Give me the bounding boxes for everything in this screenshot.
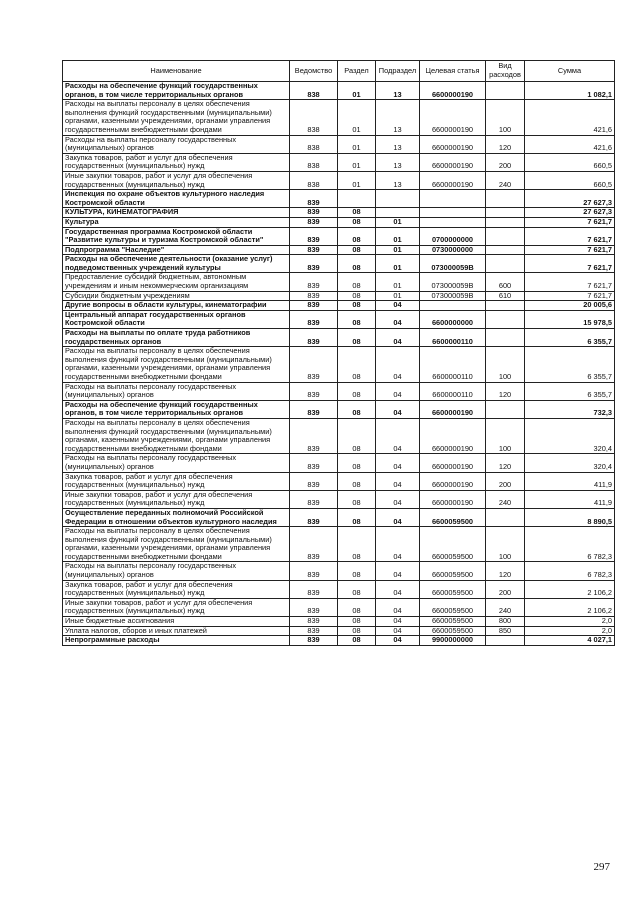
row-subsection: 01 [376,227,420,245]
row-sum: 7 621,7 [525,291,615,301]
row-target: 6600059500 [420,562,486,580]
table-row [63,135,615,153]
row-sum: 6 355,7 [525,347,615,382]
row-target: 0700000000 [420,227,486,245]
header-section: Раздел [338,61,376,82]
row-target [420,208,486,218]
row-target: 073000059В [420,291,486,301]
row-subsection: 04 [376,527,420,562]
row-target: 6600000190 [420,418,486,453]
row-subsection: 04 [376,598,420,616]
row-target: 6600000110 [420,382,486,400]
row-dept: 838 [290,153,338,171]
row-name: Осуществление переданных полномочий Российской Федерации в отношении объектов культурного наследия [63,508,290,526]
row-subsection: 04 [376,329,420,347]
row-dept: 839 [290,472,338,490]
table-row [63,227,615,245]
row-sum: 15 978,5 [525,310,615,328]
table-body [63,82,615,646]
row-name: Подпрограмма "Наследие" [63,245,290,255]
page-number: 297 [593,861,610,873]
row-type [486,190,525,208]
row-subsection: 13 [376,82,420,100]
row-name: Предоставление субсидий бюджетным, автономным учреждениям и иным некоммерческим организациям [63,273,290,291]
table-row [63,190,615,208]
row-type [486,82,525,100]
header-target: Целевая статья [420,61,486,82]
row-target: 6600000190 [420,171,486,189]
row-subsection: 04 [376,580,420,598]
table-row [63,347,615,382]
row-subsection: 01 [376,291,420,301]
row-type [486,329,525,347]
row-sum: 660,5 [525,171,615,189]
row-target: 0730000000 [420,245,486,255]
row-target: 6600000190 [420,82,486,100]
row-name: Иные закупки товаров, работ и услуг для обеспечения государственных (муниципальных) нужд [63,490,290,508]
row-section [338,190,376,208]
row-section: 08 [338,527,376,562]
row-target: 6600000190 [420,490,486,508]
row-type [486,310,525,328]
row-type: 600 [486,273,525,291]
row-type [486,217,525,227]
row-sum: 421,6 [525,135,615,153]
budget-table [62,60,615,646]
row-section: 08 [338,418,376,453]
row-sum: 6 355,7 [525,382,615,400]
table-row [63,598,615,616]
row-sum: 4 027,1 [525,636,615,646]
row-dept: 839 [290,245,338,255]
row-dept: 839 [290,382,338,400]
table-header-row [63,61,615,82]
row-section: 08 [338,636,376,646]
row-type [486,255,525,273]
row-subsection: 04 [376,382,420,400]
row-sum: 7 621,7 [525,255,615,273]
row-section: 01 [338,135,376,153]
row-sum: 411,9 [525,490,615,508]
row-dept: 838 [290,135,338,153]
row-subsection: 13 [376,100,420,135]
row-dept: 839 [290,190,338,208]
row-type: 120 [486,382,525,400]
row-dept: 839 [290,454,338,472]
row-name: Инспекция по охране объектов культурного наследия Костромской области [63,190,290,208]
row-type [486,508,525,526]
row-subsection: 04 [376,310,420,328]
row-name: Закупка товаров, работ и услуг для обеспечения государственных (муниципальных) нужд [63,472,290,490]
row-target: 6600000190 [420,400,486,418]
row-type: 120 [486,562,525,580]
row-target [420,301,486,311]
table-row [63,100,615,135]
row-section: 08 [338,347,376,382]
row-name: Иные закупки товаров, работ и услуг для обеспечения государственных (муниципальных) нужд [63,598,290,616]
row-name: Иные закупки товаров, работ и услуг для обеспечения государственных (муниципальных) нужд [63,171,290,189]
table-row [63,418,615,453]
header-subsection: Подраздел [376,61,420,82]
row-name: Расходы на выплаты персоналу государственных (муниципальных) органов [63,382,290,400]
row-sum: 27 627,3 [525,190,615,208]
row-name: Непрограммные расходы [63,636,290,646]
row-sum: 732,3 [525,400,615,418]
row-section: 08 [338,400,376,418]
row-dept: 839 [290,291,338,301]
row-type: 200 [486,472,525,490]
row-type: 100 [486,347,525,382]
row-name: Расходы на выплаты персоналу государственных (муниципальных) органов [63,454,290,472]
row-dept: 839 [290,217,338,227]
row-dept: 839 [290,580,338,598]
row-sum: 2 106,2 [525,580,615,598]
row-target: 6600059500 [420,598,486,616]
table-row [63,626,615,636]
row-type: 120 [486,135,525,153]
row-section: 08 [338,245,376,255]
row-subsection: 04 [376,454,420,472]
row-sum: 7 621,7 [525,273,615,291]
row-target: 6600059500 [420,580,486,598]
row-type: 240 [486,490,525,508]
row-name: Расходы на выплаты персоналу в целях обеспечения выполнения функций государственными (муниципальными) органами, казенными учреждениями, органами управления государственными внебюджетными фондами [63,100,290,135]
row-subsection: 13 [376,135,420,153]
row-type: 200 [486,153,525,171]
row-subsection: 13 [376,153,420,171]
row-type: 100 [486,418,525,453]
row-target [420,217,486,227]
row-name: Закупка товаров, работ и услуг для обеспечения государственных (муниципальных) нужд [63,153,290,171]
row-type [486,208,525,218]
row-subsection: 04 [376,490,420,508]
row-section: 08 [338,382,376,400]
row-target: 6600000110 [420,347,486,382]
row-section: 08 [338,454,376,472]
header-sum: Сумма [525,61,615,82]
row-target: 9900000000 [420,636,486,646]
row-subsection: 01 [376,217,420,227]
row-section: 08 [338,217,376,227]
row-type: 800 [486,617,525,627]
row-target: 6600000110 [420,329,486,347]
table-row [63,527,615,562]
row-name: Расходы на обеспечение деятельности (оказание услуг) подведомственных учреждений культуры [63,255,290,273]
row-type [486,245,525,255]
row-subsection: 01 [376,273,420,291]
row-section: 08 [338,301,376,311]
row-dept: 839 [290,562,338,580]
row-section: 08 [338,490,376,508]
table-row [63,245,615,255]
table-row [63,301,615,311]
table-row [63,580,615,598]
row-subsection: 04 [376,400,420,418]
row-name: Расходы на выплаты персоналу государственных (муниципальных) органов [63,135,290,153]
row-subsection: 04 [376,626,420,636]
row-target: 6600059500 [420,626,486,636]
row-sum: 20 005,6 [525,301,615,311]
table-row [63,617,615,627]
row-name: Другие вопросы в области культуры, кинематографии [63,301,290,311]
row-section: 08 [338,310,376,328]
row-target: 6600059500 [420,527,486,562]
row-subsection: 04 [376,301,420,311]
table-row [63,636,615,646]
row-target: 6600000190 [420,153,486,171]
row-sum: 7 621,7 [525,227,615,245]
row-subsection [376,208,420,218]
row-name: Расходы на выплаты персоналу в целях обеспечения выполнения функций государственными (муниципальными) органами, казенными учреждениями, органами управления государственными внебюджетными фондами [63,527,290,562]
row-dept: 839 [290,400,338,418]
row-dept: 839 [290,208,338,218]
row-target [420,190,486,208]
row-type: 240 [486,598,525,616]
table-row [63,400,615,418]
row-section: 08 [338,598,376,616]
row-dept: 839 [290,273,338,291]
row-name: Закупка товаров, работ и услуг для обеспечения государственных (муниципальных) нужд [63,580,290,598]
row-section: 08 [338,626,376,636]
row-dept: 839 [290,418,338,453]
row-dept: 839 [290,626,338,636]
row-subsection: 01 [376,255,420,273]
row-sum: 320,4 [525,454,615,472]
row-sum: 6 782,3 [525,562,615,580]
table-row [63,472,615,490]
row-section: 08 [338,255,376,273]
row-section: 08 [338,273,376,291]
row-target: 6600000190 [420,472,486,490]
row-section: 08 [338,329,376,347]
row-subsection: 04 [376,562,420,580]
row-type: 120 [486,454,525,472]
row-subsection: 04 [376,347,420,382]
row-dept: 839 [290,490,338,508]
row-subsection: 13 [376,171,420,189]
row-sum: 7 621,7 [525,245,615,255]
row-name: Уплата налогов, сборов и иных платежей [63,626,290,636]
row-target: 6600059500 [420,617,486,627]
table-row [63,255,615,273]
row-name: Расходы на обеспечение функций государственных органов, в том числе территориальных органов [63,400,290,418]
row-section: 08 [338,227,376,245]
table-row [63,310,615,328]
row-subsection: 04 [376,472,420,490]
row-dept: 839 [290,598,338,616]
row-name: Культура [63,217,290,227]
row-section: 01 [338,171,376,189]
row-type: 240 [486,171,525,189]
row-name: Расходы на выплаты персоналу в целях обеспечения выполнения функций государственными (муниципальными) органами, казенными учреждениями, органами управления государственными внебюджетными фондами [63,347,290,382]
row-type: 200 [486,580,525,598]
row-name: Расходы на выплаты по оплате труда работников государственных органов [63,329,290,347]
row-dept: 839 [290,255,338,273]
row-type [486,227,525,245]
row-target: 6600059500 [420,508,486,526]
row-name: Центральный аппарат государственных органов Костромской области [63,310,290,328]
row-name: Расходы на выплаты персоналу в целях обеспечения выполнения функций государственными (муниципальными) органами, казенными учреждениями, органами управления государственными внебюджетными фондами [63,418,290,453]
row-sum: 421,6 [525,100,615,135]
row-sum: 1 082,1 [525,82,615,100]
row-section: 08 [338,208,376,218]
row-name: Иные бюджетные ассигнования [63,617,290,627]
row-type [486,636,525,646]
row-name: Расходы на обеспечение функций государственных органов, в том числе территориальных органов [63,82,290,100]
table-row [63,273,615,291]
row-sum: 2 106,2 [525,598,615,616]
row-name: КУЛЬТУРА, КИНЕМАТОГРАФИЯ [63,208,290,218]
row-sum: 6 782,3 [525,527,615,562]
row-dept: 838 [290,171,338,189]
header-name: Наименование [63,61,290,82]
table-row [63,208,615,218]
row-section: 08 [338,562,376,580]
table-row [63,382,615,400]
row-target: 073000059В [420,255,486,273]
row-type [486,400,525,418]
row-sum: 7 621,7 [525,217,615,227]
row-target: 6600000190 [420,100,486,135]
row-dept: 839 [290,329,338,347]
row-subsection [376,190,420,208]
row-sum: 411,9 [525,472,615,490]
row-type: 610 [486,291,525,301]
row-dept: 839 [290,347,338,382]
table-row [63,153,615,171]
row-subsection: 04 [376,508,420,526]
row-dept: 839 [290,227,338,245]
row-section: 01 [338,82,376,100]
row-target: 073000059В [420,273,486,291]
row-dept: 838 [290,100,338,135]
row-section: 08 [338,291,376,301]
table-row [63,329,615,347]
row-sum: 27 627,3 [525,208,615,218]
row-name: Субсидии бюджетным учреждениям [63,291,290,301]
row-dept: 839 [290,301,338,311]
header-type: Вид расходов [486,61,525,82]
row-sum: 8 890,5 [525,508,615,526]
row-sum: 320,4 [525,418,615,453]
row-sum: 6 355,7 [525,329,615,347]
row-section: 08 [338,580,376,598]
table-row [63,562,615,580]
row-type [486,301,525,311]
row-sum: 2,0 [525,617,615,627]
header-dept: Ведомство [290,61,338,82]
row-section: 01 [338,153,376,171]
row-name: Расходы на выплаты персоналу государственных (муниципальных) органов [63,562,290,580]
row-dept: 839 [290,636,338,646]
row-subsection: 04 [376,418,420,453]
row-target: 6600000000 [420,310,486,328]
row-sum: 2,0 [525,626,615,636]
row-target: 6600000190 [420,135,486,153]
row-name: Государственная программа Костромской области "Развитие культуры и туризма Костромской области" [63,227,290,245]
row-dept: 839 [290,527,338,562]
table-row [63,217,615,227]
row-sum: 660,5 [525,153,615,171]
row-subsection: 04 [376,617,420,627]
row-type: 100 [486,527,525,562]
table-row [63,490,615,508]
row-type: 850 [486,626,525,636]
row-dept: 839 [290,508,338,526]
table-row [63,291,615,301]
row-subsection: 01 [376,245,420,255]
table-row [63,454,615,472]
row-dept: 839 [290,617,338,627]
row-dept: 838 [290,82,338,100]
row-dept: 839 [290,310,338,328]
row-subsection: 04 [376,636,420,646]
row-section: 08 [338,472,376,490]
table-row [63,82,615,100]
row-section: 08 [338,617,376,627]
table-row [63,171,615,189]
row-target: 6600000190 [420,454,486,472]
row-section: 01 [338,100,376,135]
table-row [63,508,615,526]
row-type: 100 [486,100,525,135]
row-section: 08 [338,508,376,526]
